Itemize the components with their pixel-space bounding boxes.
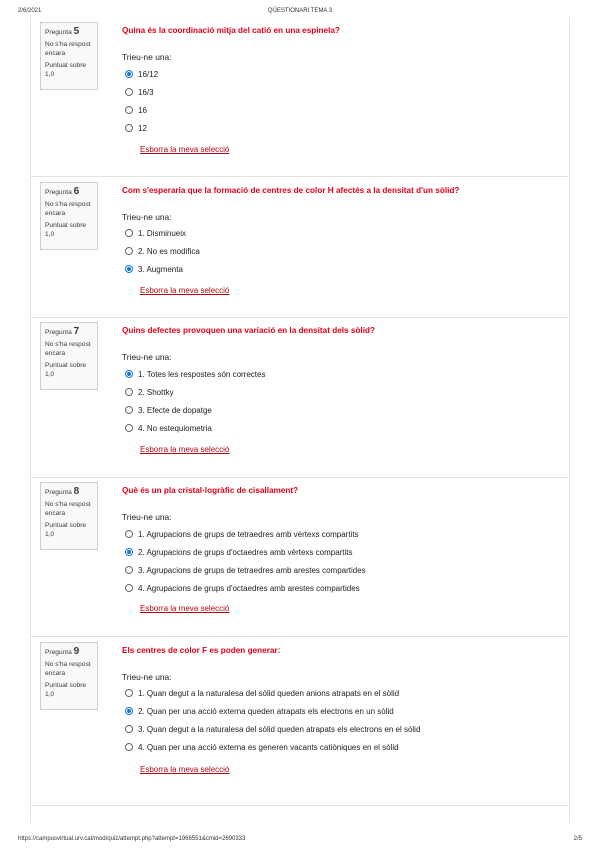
radio-button[interactable]	[125, 388, 133, 396]
answer-prompt: Trieu-ne una:	[122, 52, 172, 62]
option-label: 3. Agrupacions de grups de tetraedres amb arestes compartides	[138, 566, 366, 575]
marks-label: Puntuat sobre 1,0	[45, 222, 87, 238]
radio-button[interactable]	[125, 530, 133, 538]
separator	[30, 636, 568, 637]
option-label: 1. Totes les respostes són correctes	[138, 370, 266, 379]
answer-option[interactable]	[125, 406, 212, 418]
option-label: 12	[138, 124, 147, 133]
option-label: 3. Quan degut a la naturalesa del sòlid queden atrapats els electrons en el sòlid	[138, 725, 421, 734]
option-label: 4. Quan per una acció externa es generen vacants catiòniques en el sòlid	[138, 743, 399, 752]
clear-selection-link[interactable]: Esborra la meva selecció	[140, 445, 230, 454]
question-text: Els centres de color F es poden generar:	[122, 646, 281, 655]
print-date: 2/6/2021	[18, 8, 42, 14]
option-label: 1. Disminueix	[138, 229, 187, 238]
answer-prompt: Trieu-ne una:	[122, 672, 172, 682]
option-label: 1. Agrupacions de grups de tetraedres amb vèrtexs compartits	[138, 530, 359, 539]
answer-status: No s'ha respost encara	[45, 201, 91, 217]
answer-option[interactable]	[125, 106, 147, 118]
answer-option[interactable]	[125, 265, 183, 277]
answer-prompt: Trieu-ne una:	[122, 512, 172, 522]
answer-status: No s'ha respost encara	[45, 341, 91, 357]
radio-button[interactable]	[125, 424, 133, 432]
answer-status: No s'ha respost encara	[45, 41, 91, 57]
clear-selection-link[interactable]: Esborra la meva selecció	[140, 604, 230, 613]
question-number: 6	[73, 186, 80, 197]
print-url: https://campusvirtual.urv.cat/mod/quiz/attempt.php?attempt=1966551&cmid=2690333	[18, 836, 246, 842]
radio-button[interactable]	[125, 265, 133, 273]
marks-label: Puntuat sobre 1,0	[45, 362, 87, 378]
question-label: Pregunta	[45, 489, 72, 496]
answer-status: No s'ha respost encara	[45, 661, 91, 677]
option-label: 3. Augmenta	[138, 265, 183, 274]
radio-button[interactable]	[125, 247, 133, 255]
radio-button[interactable]	[125, 548, 133, 556]
question-text: Quina és la coordinació mitja del catió en una espinela?	[122, 26, 340, 35]
answer-option[interactable]	[125, 370, 265, 382]
question-info	[40, 322, 98, 390]
answer-option[interactable]	[125, 584, 360, 596]
radio-button[interactable]	[125, 707, 133, 715]
marks-label: Puntuat sobre 1,0	[45, 682, 87, 698]
option-label: 4. Agrupacions de grups d'octaedres amb arestes compartides	[138, 584, 360, 593]
answer-option[interactable]	[125, 530, 359, 542]
option-label: 4. No estequiometria	[138, 424, 212, 433]
radio-button[interactable]	[125, 124, 133, 132]
question-number: 5	[73, 26, 80, 37]
answer-prompt: Trieu-ne una:	[122, 352, 172, 362]
answer-option[interactable]	[125, 548, 353, 560]
answer-option[interactable]	[125, 88, 154, 100]
separator	[30, 477, 568, 478]
answer-option[interactable]	[125, 725, 420, 737]
option-label: 2. Agrupacions de grups d'octaedres amb vèrtexs compartits	[138, 548, 353, 557]
answer-option[interactable]	[125, 124, 147, 136]
separator	[30, 317, 568, 318]
answer-option[interactable]	[125, 707, 394, 719]
question-text: Què és un pla cristal·logràfic de cisallament?	[122, 486, 299, 495]
separator	[30, 176, 568, 177]
option-label: 2. Quan per una acció externa queden atrapats els electrons en un sòlid	[138, 707, 394, 716]
question-label: Pregunta	[45, 29, 72, 36]
clear-selection-link[interactable]: Esborra la meva selecció	[140, 286, 230, 295]
marks-label: Puntuat sobre 1,0	[45, 62, 87, 78]
radio-button[interactable]	[125, 370, 133, 378]
option-label: 16/12	[138, 70, 159, 79]
question-number: 7	[73, 326, 80, 337]
radio-button[interactable]	[125, 88, 133, 96]
radio-button[interactable]	[125, 406, 133, 414]
question-number: 9	[73, 646, 80, 657]
question-info	[40, 182, 98, 250]
question-info	[40, 642, 98, 710]
print-title: QÜESTIONARI TEMA 3	[267, 8, 333, 14]
answer-option[interactable]	[125, 424, 212, 436]
radio-button[interactable]	[125, 743, 133, 751]
quiz-frame	[30, 17, 570, 823]
marks-label: Puntuat sobre 1,0	[45, 522, 87, 538]
answer-option[interactable]	[125, 247, 200, 259]
question-number: 8	[73, 486, 80, 497]
radio-button[interactable]	[125, 106, 133, 114]
radio-button[interactable]	[125, 70, 133, 78]
answer-status: No s'ha respost encara	[45, 501, 91, 517]
clear-selection-link[interactable]: Esborra la meva selecció	[140, 765, 230, 774]
radio-button[interactable]	[125, 229, 133, 237]
page-number: 2/5	[573, 836, 582, 842]
answer-option[interactable]	[125, 229, 186, 241]
radio-button[interactable]	[125, 584, 133, 592]
question-label: Pregunta	[45, 649, 72, 656]
option-label: 3. Efecte de dopatge	[138, 406, 212, 415]
answer-option[interactable]	[125, 70, 158, 82]
option-label: 2. No es modifica	[138, 247, 200, 256]
answer-option[interactable]	[125, 566, 366, 578]
question-text: Quins defectes provoquen una variació en la densitat dels sòlid?	[122, 326, 375, 335]
radio-button[interactable]	[125, 725, 133, 733]
radio-button[interactable]	[125, 689, 133, 697]
question-info	[40, 22, 98, 90]
question-label: Pregunta	[45, 189, 72, 196]
clear-selection-link[interactable]: Esborra la meva selecció	[140, 145, 230, 154]
answer-prompt: Trieu-ne una:	[122, 212, 172, 222]
separator	[30, 805, 568, 806]
question-text: Com s'esperaria que la formació de centres de color H afectés a la densitat d'un sòlid?	[122, 186, 460, 195]
radio-button[interactable]	[125, 566, 133, 574]
option-label: 16	[138, 106, 147, 115]
answer-option[interactable]	[125, 689, 399, 701]
question-info	[40, 482, 98, 550]
answer-option[interactable]	[125, 743, 399, 755]
question-label: Pregunta	[45, 329, 72, 336]
answer-option[interactable]	[125, 388, 174, 400]
option-label: 16/3	[138, 88, 154, 97]
option-label: 2. Shottky	[138, 388, 174, 397]
option-label: 1. Quan degut a la naturalesa del sòlid queden anions atrapats en el sòlid	[138, 689, 400, 698]
